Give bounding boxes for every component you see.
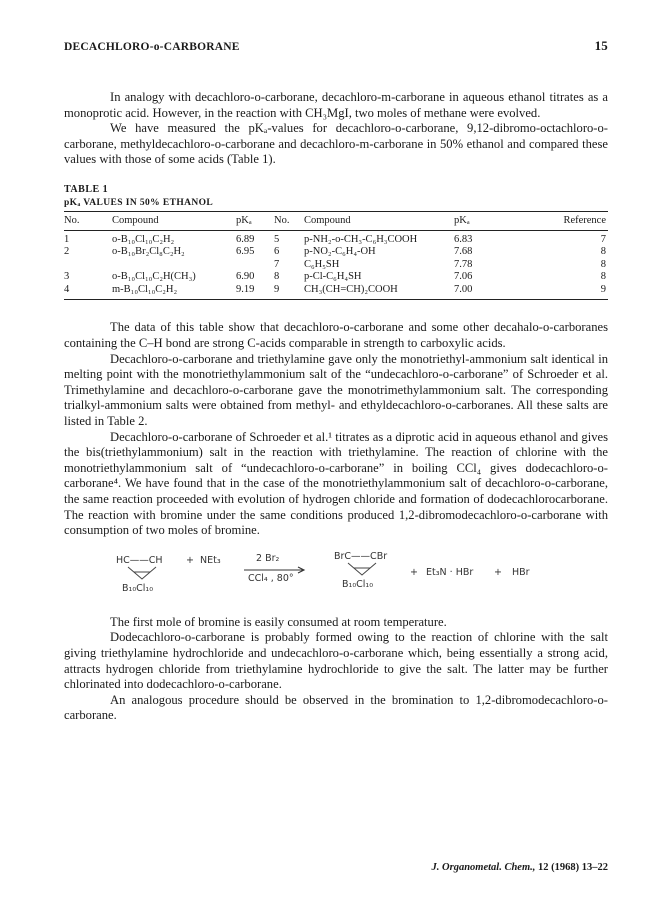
amine-formula: NEt₃ (200, 554, 221, 566)
body-section (64, 320, 608, 538)
page (64, 38, 608, 724)
reagent-label: 2 Br₂ (256, 552, 280, 564)
plus-sign: + (410, 566, 418, 578)
table-cell: 7.68 (454, 246, 473, 258)
table-cell: 8 (274, 271, 280, 283)
table-row (64, 230, 608, 246)
column-header: pKₐ (454, 211, 504, 230)
running-title: DECACHLORO-o-CARBORANE (64, 41, 240, 53)
table-cell: p-NH₂-o-CH₃-C₆H₃COOH (304, 233, 418, 245)
column-header: Compound (112, 211, 236, 230)
carborane-cage-icon (124, 566, 160, 582)
plus-sign: + (186, 554, 194, 566)
table-cell: 6.89 (236, 233, 255, 245)
table-cell: 9.19 (236, 283, 255, 295)
table-cell: 8 (600, 246, 606, 258)
running-header (64, 38, 608, 54)
table-cell: 7.78 (454, 258, 473, 270)
journal-volume: 12 (1968) 13–22 (538, 862, 608, 873)
intro-section (64, 90, 608, 168)
pka-table (64, 211, 608, 301)
table-cell: 9 (600, 283, 606, 295)
conditions-label: CCl₄ , 80° (248, 572, 294, 584)
table-cell: p-NO₂-C₆H₄-OH (304, 246, 376, 258)
paragraph: An analogous procedure should be observed in the bromination to 1,2-dibromodecachloro-o-carborane. (64, 692, 608, 723)
table-cell: 6.95 (236, 246, 255, 258)
table-cell: 2 (64, 246, 70, 258)
table-cell: 1 (64, 233, 70, 245)
paragraph: The first mole of bromine is easily consumed at room temperature. (110, 614, 447, 629)
table-cell: 5 (274, 233, 280, 245)
table-subcaption: pKₐ VALUES IN 50% ETHANOL (64, 197, 214, 208)
paragraph: We have measured the pKₐ-values for decachloro-o-carborane, 9,12-dibromo-octachloro-o-carborane, methyldecachloro-o-carborane and decachloro-m-carborane in 50% ethanol and compared these values with those of some acids (Table 1). (64, 121, 608, 167)
table-cell: CH₃(CH=CH)₂COOH (304, 283, 398, 295)
plus-sign: + (494, 566, 502, 578)
journal-name: J. Organometal. Chem., (431, 862, 536, 873)
paragraph: Decachloro-o-carborane and triethylamine gave only the monotriethyl-ammonium salt identical in melting point with the monotriethylammonium salt of the “undecachloro-o-carborane” of Schroeder et al. Trimethylamine and decachloro-o-carborane gave the monotrimethylammonium salt. The corresponding trialkyl-ammonium salts were obtained from methyl- and ethyldecachloro-o-carboranes. All these salts are listed in Table 2. (64, 351, 608, 429)
table-cell: o-B₁₀Cl₁₀C₂H₂ (112, 233, 175, 245)
table-cell (112, 259, 236, 272)
table-row (64, 259, 608, 272)
byproduct-formula: Et₃N · HBr (426, 566, 474, 578)
reactant-formula: HC——CH (116, 554, 163, 566)
table-cell: o-B₁₀Br₂Cl₈C₂H₂ (112, 246, 185, 258)
paragraph: The data of this table show that decachloro-o-carborane and some other decahalo-o-carboranes containing the C–H bond are strong C-acids comparable in strength to carboxylic acids. (64, 320, 608, 351)
column-header: No. (274, 211, 304, 230)
product-cage: B₁₀Cl₁₀ (342, 578, 374, 590)
reaction-scheme (64, 549, 608, 611)
carborane-cage-icon (344, 562, 380, 578)
table-cell: 6.83 (454, 233, 473, 245)
column-header: Reference (504, 211, 608, 230)
table-cell: 9 (274, 283, 280, 295)
paragraph: Dodecachloro-o-carborane is probably formed owing to the reaction of chlorine with the salt giving triethylamine hydrochloride and undecachloro-o-carborane which, being essentially a strong acid, attracts hydrogen chloride from triethylamine hydrochloride to give the salt. The latter may be further chlorinated into dodecachloro-o-carborane. (64, 630, 608, 692)
table-cell: 3 (64, 271, 70, 283)
table-row (64, 246, 608, 259)
journal-footer (432, 862, 608, 873)
table-cell: 6 (274, 246, 280, 258)
table-row (64, 284, 608, 300)
table-cell: 6.90 (236, 271, 255, 283)
table-row (64, 271, 608, 284)
table-cell: 4 (64, 283, 70, 295)
reactant-cage: B₁₀Cl₁₀ (122, 582, 154, 594)
paragraph: In analogy with decachloro-o-carborane, decachloro-m-carborane in aqueous ethanol titrates as a monoprotic acid. However, in the reaction with CH₃MgI, two moles of methane were evolved. (64, 90, 608, 120)
table-cell: m-B₁₀Cl₁₀C₂H₂ (112, 283, 178, 295)
table-cell: 8 (600, 271, 606, 283)
table-cell: 7 (274, 258, 280, 270)
table-cell: 7.00 (454, 283, 473, 295)
table-caption: TABLE 1 (64, 183, 109, 195)
product-formula: BrC——CBr (334, 550, 388, 562)
table-header-row (64, 211, 608, 230)
table-cell: 8 (600, 258, 606, 270)
page-number: 15 (594, 38, 608, 53)
table-cell (236, 259, 274, 272)
table-cell: o-B₁₀Cl₁₀C₂H(CH₃) (112, 271, 196, 283)
column-header: Compound (304, 211, 454, 230)
table-cell: p-Cl-C₆H₄SH (304, 271, 362, 283)
table-cell: 7 (600, 233, 606, 245)
column-header: pKₐ (236, 211, 274, 230)
table-cell: 7.06 (454, 271, 473, 283)
column-header: No. (64, 211, 112, 230)
closing-section (64, 615, 608, 724)
table-cell (64, 259, 112, 272)
paragraph: Decachloro-o-carborane of Schroeder et al.¹ titrates as a diprotic acid in aqueous ethanol and gives the bis(triethylammonium) salt in the reaction with triethylamine. The reaction of chlorine with the monotriethylammonium salt of “undecachloro-o-carborane” in boiling CCl₄ gives dodecachloro-o-carborane⁴. We have found that in the case of the monotriethylammonium salt of decachloro-o-carborane, the same reaction proceeded with evolution of hydrogen chloride and formation of dodecachlorocarborane. The reaction with bromine under the same conditions produced 1,2-dibromodecachloro-o-carborane with consumption of two moles of bromine. (64, 429, 608, 538)
table-cell: C₆H₅SH (304, 258, 340, 270)
byproduct-formula: HBr (512, 566, 530, 578)
